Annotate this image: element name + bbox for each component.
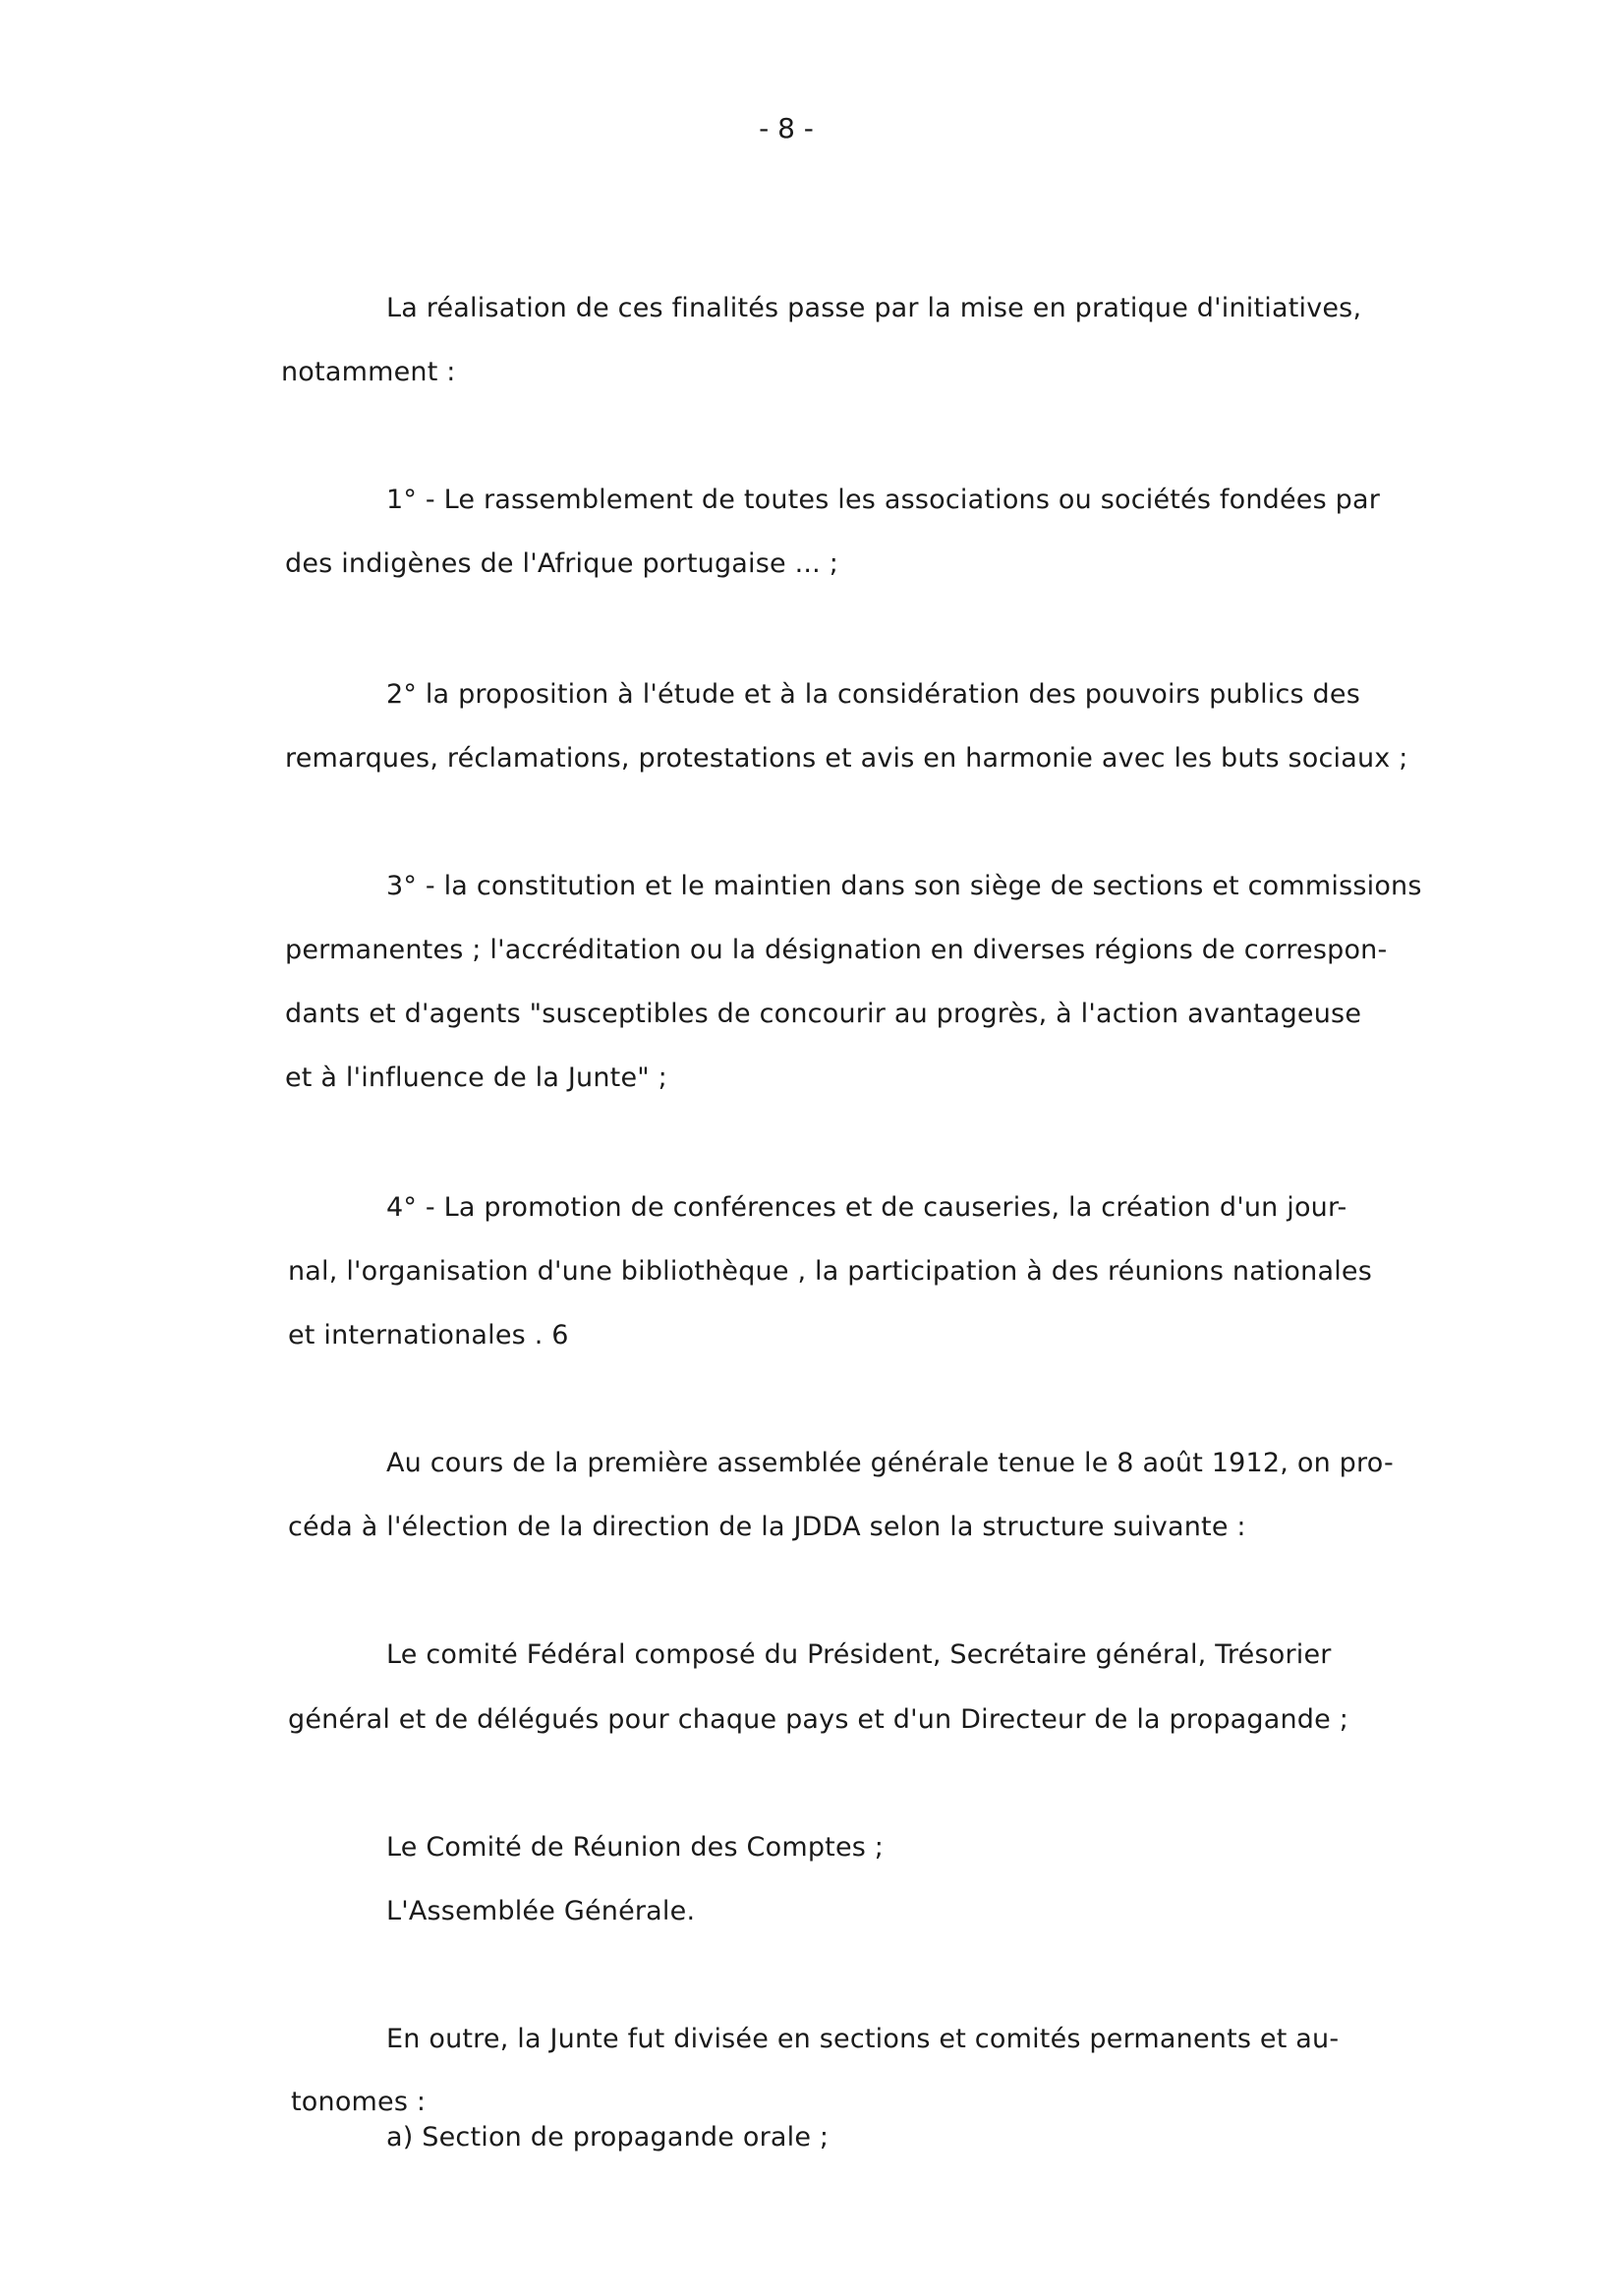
item-3-line-4: et à l'influence de la Junte" ; <box>285 1062 667 1093</box>
item-3-line-2: permanentes ; l'accréditation ou la désignation en diverses régions de correspon- <box>285 935 1388 965</box>
sections-line-2: tonomes : <box>291 2087 427 2117</box>
paragraph-intro-line-2: notamment : <box>281 357 456 387</box>
item-4-line-2: nal, l'organisation d'une bibliothèque , la participation à des réunions nationales <box>288 1256 1372 1287</box>
assembly-line-1: Au cours de la première assemblée générale tenue le 8 août 1912, on pro- <box>386 1448 1394 1478</box>
item-2-line-2: remarques, réclamations, protestations et avis en harmonie avec les buts sociaux ; <box>285 743 1408 774</box>
bodies-line-1: Le Comité de Réunion des Comptes ; <box>386 1832 885 1863</box>
item-2-line-1: 2° la proposition à l'étude et à la considération des pouvoirs publics des <box>386 679 1360 710</box>
committee-line-2: général et de délégués pour chaque pays et d'un Directeur de la propagande ; <box>288 1704 1349 1735</box>
committee-line-1: Le comité Fédéral composé du Président, Secrétaire général, Trésorier <box>386 1639 1332 1670</box>
item-4-line-3: et internationales . 6 <box>288 1320 569 1350</box>
page-number: - 8 - <box>759 112 814 144</box>
item-1-line-2: des indigènes de l'Afrique portugaise ... ; <box>285 548 839 579</box>
item-4-line-1: 4° - La promotion de conférences et de causeries, la création d'un jour- <box>386 1192 1347 1223</box>
item-3-line-1: 3° - la constitution et le maintien dans son siège de sections et commissions <box>386 871 1422 901</box>
sections-line-3: a) Section de propagande orale ; <box>386 2122 830 2152</box>
bodies-line-2: L'Assemblée Générale. <box>386 1896 696 1926</box>
sections-line-1: En outre, la Junte fut divisée en sections et comités permanents et au- <box>386 2024 1340 2054</box>
item-3-line-3: dants et d'agents "susceptibles de concourir au progrès, à l'action avantageuse <box>285 999 1362 1029</box>
paragraph-intro-line-1: La réalisation de ces finalités passe par la mise en pratique d'initiatives, <box>386 293 1362 323</box>
assembly-line-2: céda à l'élection de la direction de la JDDA selon la structure suivante : <box>288 1512 1246 1542</box>
item-1-line-1: 1° - Le rassemblement de toutes les associations ou sociétés fondées par <box>386 485 1381 515</box>
